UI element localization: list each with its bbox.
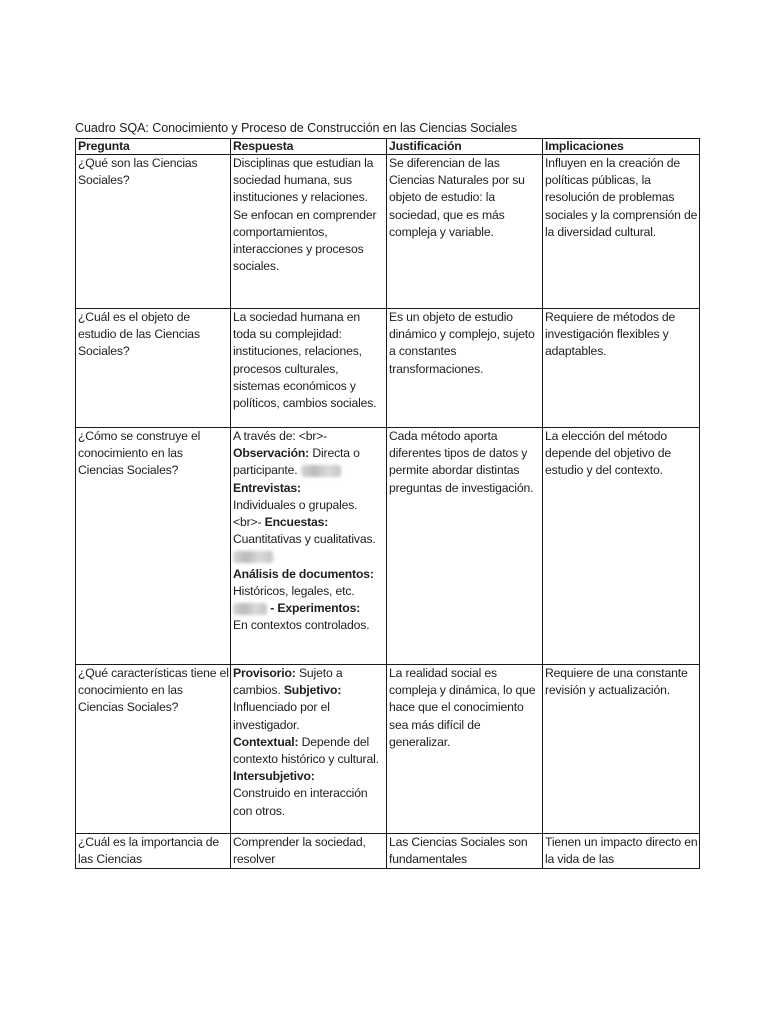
cell-implicaciones: Influyen en la creación de políticas públicas, la resolución de problemas sociales y la comprensión de la diversidad cultural. bbox=[543, 155, 700, 309]
cell-respuesta bbox=[231, 428, 387, 665]
table-row bbox=[76, 834, 700, 869]
cell-pregunta: ¿Qué son las Ciencias Sociales? bbox=[76, 155, 231, 309]
redacted-mark bbox=[301, 465, 341, 477]
sqa-table bbox=[75, 138, 700, 869]
experimentos-label: - Experimentos: bbox=[270, 601, 361, 616]
analisis-label: Análisis de documentos: bbox=[233, 566, 374, 581]
encuestas-label: Encuestas: bbox=[264, 515, 329, 530]
observacion-text: Directa o participante. bbox=[233, 446, 360, 478]
cell-implicaciones: La elección del método depende del objetivo de estudio y del contexto. bbox=[543, 428, 700, 665]
table-row bbox=[76, 665, 700, 834]
cell-implicaciones: Requiere de una constante revisión y actualización. bbox=[543, 665, 700, 834]
cell-pregunta: ¿Qué características tiene el conocimiento en las Ciencias Sociales? bbox=[76, 665, 231, 834]
cell-respuesta: La sociedad humana en toda su complejidad: instituciones, relaciones, procesos culturales, sistemas económicos y políticos, cambios sociales. bbox=[231, 309, 387, 428]
table-row bbox=[76, 428, 700, 665]
cell-pregunta: ¿Cómo se construye el conocimiento en las Ciencias Sociales? bbox=[76, 428, 231, 665]
document-page bbox=[75, 120, 701, 869]
cell-implicaciones: Tienen un impacto directo en la vida de las bbox=[543, 834, 700, 869]
contextual-label: Contextual: bbox=[233, 734, 299, 749]
cell-justificacion: Es un objeto de estudio dinámico y complejo, sujeto a constantes transformaciones. bbox=[387, 309, 543, 428]
cell-respuesta bbox=[231, 665, 387, 834]
subjetivo-text: Influenciado por el investigador. bbox=[233, 700, 330, 732]
subjetivo-label: Subjetivo: bbox=[283, 683, 342, 698]
contextual-text: Depende del contexto histórico y cultural. bbox=[233, 734, 379, 767]
table-row bbox=[76, 309, 700, 428]
experimentos-text: En contextos controlados. bbox=[233, 618, 370, 633]
observacion-label: Observación: bbox=[233, 446, 310, 461]
provisorio-label: Provisorio: bbox=[233, 666, 296, 680]
table-header-row bbox=[76, 139, 700, 155]
cell-justificacion: Cada método aporta diferentes tipos de datos y permite abordar distintas preguntas de investigación. bbox=[387, 428, 543, 665]
provisorio-text: Sujeto a cambios. bbox=[233, 666, 343, 698]
intersubjetivo-label: Intersubjetivo: bbox=[233, 769, 315, 784]
header-respuesta: Respuesta bbox=[231, 139, 387, 155]
cell-justificacion: La realidad social es compleja y dinámica, lo que hace que el conocimiento sea más difícil de generalizar. bbox=[387, 665, 543, 834]
intersubjetivo-text: Construido en interacción con otros. bbox=[233, 786, 368, 818]
redacted-mark bbox=[233, 551, 273, 563]
cell-justificacion: Las Ciencias Sociales son fundamentales bbox=[387, 834, 543, 869]
document-title: Cuadro SQA: Conocimiento y Proceso de Construcción en las Ciencias Sociales bbox=[75, 121, 517, 135]
redacted-mark bbox=[233, 603, 267, 615]
entrevistas-label: Entrevistas: bbox=[233, 480, 301, 495]
cell-respuesta: Comprender la sociedad, resolver bbox=[231, 834, 387, 869]
analisis-text: Históricos, legales, etc. bbox=[233, 583, 355, 598]
header-justificacion: Justificación bbox=[387, 139, 543, 155]
cell-respuesta: Disciplinas que estudian la sociedad humana, sus instituciones y relaciones. Se enfocan en comprender comportamientos, interacciones y procesos sociales. bbox=[231, 155, 387, 309]
table-row bbox=[76, 155, 700, 309]
header-implicaciones: Implicaciones bbox=[543, 139, 700, 155]
cell-justificacion: Se diferencian de las Ciencias Naturales por su objeto de estudio: la sociedad, que es más compleja y variable. bbox=[387, 155, 543, 309]
cell-pregunta: ¿Cuál es el objeto de estudio de las Ciencias Sociales? bbox=[76, 309, 231, 428]
cell-pregunta: ¿Cuál es la importancia de las Ciencias bbox=[76, 834, 231, 869]
cell-implicaciones: Requiere de métodos de investigación flexibles y adaptables. bbox=[543, 309, 700, 428]
entrevistas-text: Individuales o grupales. <br>- bbox=[233, 497, 358, 530]
encuestas-text: Cuantitativas y cualitativas. bbox=[233, 532, 376, 547]
respuesta-intro: A través de: <br>- bbox=[233, 429, 328, 443]
header-pregunta: Pregunta bbox=[76, 139, 231, 155]
